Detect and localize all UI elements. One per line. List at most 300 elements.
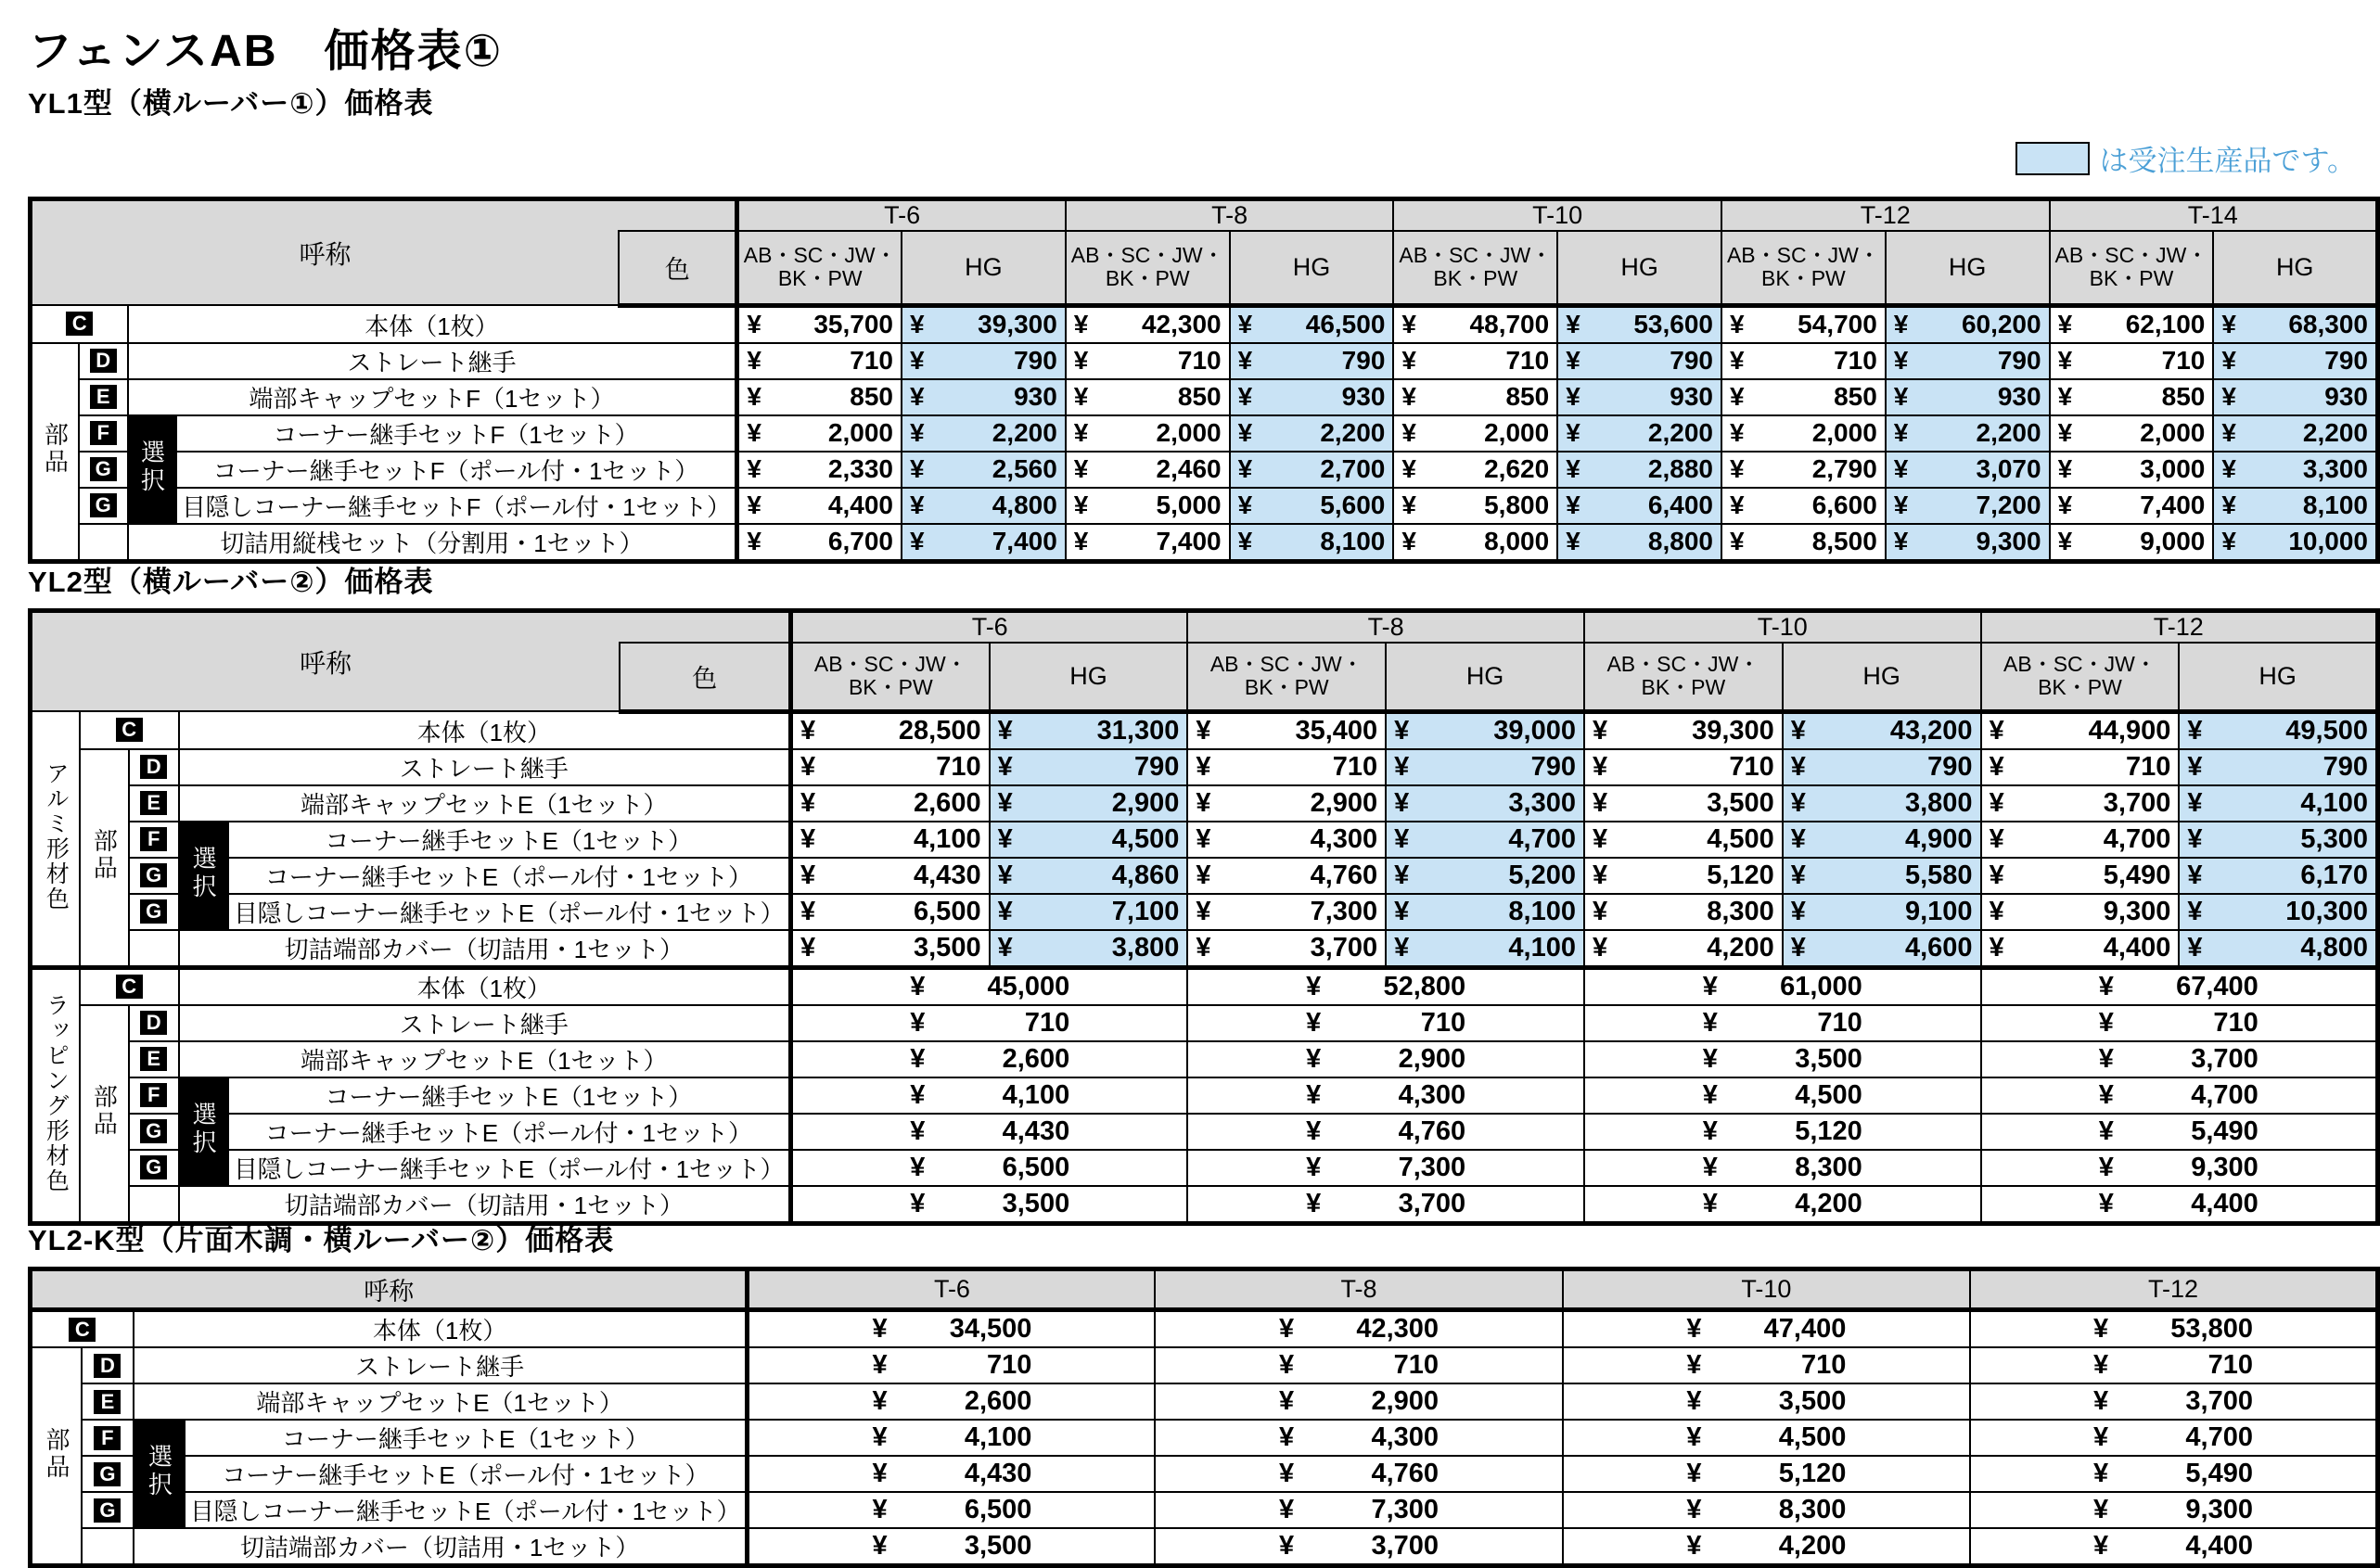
price-value: 3,700 bbox=[2191, 1043, 2258, 1074]
vertical-text: アルミ形材色 bbox=[43, 760, 70, 911]
price bbox=[902, 527, 1065, 556]
table-row bbox=[31, 305, 2378, 343]
yen-sign: ¥ bbox=[1893, 527, 1909, 555]
yen-sign: ¥ bbox=[910, 527, 925, 555]
yen-sign: ¥ bbox=[910, 1115, 926, 1146]
size-column-header: T-6 bbox=[791, 611, 1188, 644]
price-cell bbox=[1563, 1492, 1970, 1528]
price-value: 4,430 bbox=[914, 860, 981, 890]
yen-sign: ¥ bbox=[1989, 932, 2004, 962]
price-value: 710 bbox=[1505, 346, 1550, 375]
price-cell bbox=[990, 822, 1188, 858]
price-cell bbox=[2050, 452, 2214, 488]
price-cell bbox=[1393, 379, 1557, 415]
price-cell bbox=[2179, 858, 2377, 894]
price bbox=[1722, 454, 1885, 484]
row-name-text: 本体（1枚） bbox=[365, 312, 499, 340]
yen-sign: ¥ bbox=[1073, 527, 1089, 555]
yen-sign: ¥ bbox=[1401, 527, 1416, 555]
price bbox=[1982, 788, 2179, 819]
price-group bbox=[2093, 1422, 2253, 1453]
yen-sign: ¥ bbox=[2187, 715, 2203, 746]
price bbox=[1558, 310, 1721, 339]
yen-sign: ¥ bbox=[1893, 491, 1909, 519]
price bbox=[1067, 527, 1229, 556]
color-codes-line1: AB・SC・JW・ bbox=[1606, 651, 1760, 676]
price-value: 2,000 bbox=[1484, 418, 1550, 447]
name-column-header-filler bbox=[619, 199, 737, 232]
yen-sign: ¥ bbox=[1702, 1007, 1718, 1038]
price bbox=[1394, 418, 1556, 448]
hg-column-header: HG bbox=[1557, 231, 1721, 305]
part-badge: D bbox=[140, 1011, 167, 1035]
price-value: 5,800 bbox=[1484, 491, 1550, 519]
price bbox=[1156, 1422, 1561, 1453]
row-name-text: 切詰端部カバー（切詰用・1セット） bbox=[239, 1534, 640, 1562]
price bbox=[991, 860, 1187, 891]
price bbox=[1971, 1422, 2375, 1453]
price-cell bbox=[1066, 452, 1230, 488]
price-value: 790 bbox=[1997, 346, 2041, 375]
part-badge: C bbox=[116, 975, 143, 999]
row-name bbox=[228, 1150, 791, 1186]
part-badge: F bbox=[140, 1083, 167, 1107]
yen-sign: ¥ bbox=[1566, 527, 1580, 555]
price-value: 5,490 bbox=[2103, 860, 2171, 890]
part-badge-cell bbox=[79, 452, 128, 488]
table-row bbox=[31, 1528, 2378, 1566]
price-cell bbox=[1721, 452, 1886, 488]
price bbox=[1188, 1044, 1583, 1075]
price bbox=[1982, 1116, 2375, 1147]
part-badge-cell bbox=[82, 1456, 134, 1492]
price-value: 710 bbox=[1420, 1007, 1466, 1038]
price bbox=[1784, 716, 1980, 746]
yen-sign: ¥ bbox=[2093, 1459, 2109, 1488]
row-name bbox=[134, 1528, 748, 1566]
price-group bbox=[2093, 1495, 2253, 1525]
price-group bbox=[1686, 1495, 1846, 1525]
price-cell bbox=[1584, 749, 1783, 785]
yen-sign: ¥ bbox=[1073, 382, 1089, 411]
table-row bbox=[31, 452, 2378, 488]
price-group bbox=[872, 1495, 1031, 1525]
row-name-text: ストレート継手 bbox=[355, 1353, 525, 1381]
yen-sign: ¥ bbox=[2057, 310, 2073, 338]
price-value: 7,300 bbox=[1398, 1152, 1466, 1182]
price-value: 6,400 bbox=[1647, 491, 1713, 519]
yen-sign: ¥ bbox=[1401, 454, 1416, 483]
price-cell bbox=[1386, 711, 1584, 749]
color-codes-line2: BK・PW bbox=[1761, 266, 1846, 291]
yen-sign: ¥ bbox=[1592, 751, 1608, 782]
yen-sign: ¥ bbox=[2093, 1495, 2109, 1524]
select-label bbox=[128, 415, 176, 524]
price bbox=[2180, 716, 2375, 746]
price bbox=[1982, 716, 2179, 746]
price-value: 3,500 bbox=[1795, 1043, 1862, 1074]
price-cell bbox=[1230, 452, 1394, 488]
price-value: 8,100 bbox=[1508, 896, 1576, 926]
row-name-text: コーナー継手セットE（1セット） bbox=[325, 826, 693, 855]
yen-sign: ¥ bbox=[1394, 787, 1410, 818]
row-name bbox=[128, 524, 737, 562]
yen-sign: ¥ bbox=[1237, 491, 1253, 519]
table-row bbox=[31, 1150, 2378, 1186]
table-row bbox=[31, 858, 2378, 894]
yen-sign: ¥ bbox=[1279, 1531, 1295, 1561]
price-value: 4,400 bbox=[2185, 1531, 2253, 1561]
yen-sign: ¥ bbox=[1401, 310, 1416, 338]
price-value: 4,400 bbox=[827, 491, 893, 519]
price-value: 2,600 bbox=[1002, 1043, 1070, 1074]
price-cell bbox=[1066, 488, 1230, 524]
price-value: 4,100 bbox=[964, 1422, 1032, 1452]
row-name bbox=[179, 1041, 791, 1077]
price bbox=[749, 1314, 1154, 1345]
price-value: 2,600 bbox=[964, 1386, 1032, 1416]
price bbox=[1585, 897, 1782, 927]
row-name bbox=[179, 749, 791, 785]
price-value: 2,200 bbox=[1976, 418, 2041, 447]
price-cell bbox=[1187, 749, 1386, 785]
vertical-text: 部品 bbox=[41, 422, 70, 476]
price-value: 2,330 bbox=[827, 454, 893, 483]
price bbox=[1564, 1422, 1969, 1453]
part-badge-cell bbox=[80, 967, 179, 1005]
part-badge-cell bbox=[129, 822, 179, 858]
price bbox=[1887, 454, 2049, 484]
price-cell bbox=[1155, 1347, 1562, 1383]
price-cell bbox=[1886, 305, 2050, 343]
price-value: 9,000 bbox=[2140, 527, 2206, 555]
price-value: 790 bbox=[2322, 751, 2368, 782]
yen-sign: ¥ bbox=[1702, 1043, 1718, 1074]
price-cell bbox=[1981, 894, 2180, 930]
yl2k-price-table bbox=[28, 1267, 2380, 1568]
price-cell bbox=[1584, 822, 1783, 858]
price-cell bbox=[1584, 1041, 1981, 1077]
price-cell bbox=[748, 1347, 1155, 1383]
price-value: 4,300 bbox=[1371, 1422, 1440, 1452]
price bbox=[1722, 418, 1885, 448]
price bbox=[1387, 897, 1583, 927]
price-value: 67,400 bbox=[2176, 971, 2258, 1001]
price bbox=[1231, 346, 1393, 376]
yen-sign: ¥ bbox=[1237, 527, 1253, 555]
select-label bbox=[134, 1420, 185, 1528]
price bbox=[1387, 824, 1583, 855]
table-row bbox=[31, 1383, 2378, 1420]
yen-sign: ¥ bbox=[1989, 896, 2004, 926]
price-cell bbox=[1066, 379, 1230, 415]
price-value: 4,400 bbox=[2191, 1188, 2258, 1218]
price-value: 4,800 bbox=[2300, 932, 2368, 962]
yen-sign: ¥ bbox=[1790, 896, 1806, 926]
price bbox=[902, 382, 1065, 412]
price-cell bbox=[2213, 452, 2377, 488]
row-name-text: コーナー継手セットE（1セット） bbox=[325, 1082, 693, 1111]
price-cell bbox=[1230, 488, 1394, 524]
part-badge: G bbox=[140, 899, 167, 924]
price-value: 61,000 bbox=[1780, 971, 1862, 1001]
price-value: 7,300 bbox=[1371, 1495, 1440, 1524]
price-value: 2,200 bbox=[1320, 418, 1386, 447]
price-value: 5,200 bbox=[1508, 860, 1576, 890]
price-cell bbox=[1563, 1347, 1970, 1383]
row-name bbox=[228, 894, 791, 930]
part-badge-cell bbox=[79, 343, 128, 379]
price bbox=[1394, 310, 1556, 339]
price-cell bbox=[1783, 711, 1981, 749]
row-name-text: 切詰用縦桟セット（分割用・1セット） bbox=[220, 529, 644, 557]
price bbox=[1784, 933, 1980, 963]
part-badge: E bbox=[90, 385, 117, 409]
yen-sign: ¥ bbox=[2093, 1386, 2109, 1416]
price bbox=[739, 382, 901, 412]
color-codes-line2: BK・PW bbox=[848, 675, 933, 700]
yen-sign: ¥ bbox=[1401, 491, 1416, 519]
yen-sign: ¥ bbox=[1237, 346, 1253, 375]
yen-sign: ¥ bbox=[2093, 1314, 2109, 1344]
yen-sign: ¥ bbox=[910, 418, 925, 447]
price-cell bbox=[1187, 785, 1386, 822]
table-row bbox=[31, 1492, 2378, 1528]
row-name bbox=[228, 1114, 791, 1150]
price-value: 4,500 bbox=[1111, 823, 1180, 854]
price-value: 68,300 bbox=[2288, 310, 2368, 338]
price bbox=[1585, 860, 1782, 891]
hg-column-header: HG bbox=[902, 231, 1066, 305]
price bbox=[1558, 491, 1721, 520]
parts-label bbox=[80, 749, 129, 968]
price-value: 4,500 bbox=[1707, 823, 1774, 854]
price bbox=[1188, 824, 1385, 855]
price-cell bbox=[2179, 711, 2377, 749]
yen-sign: ¥ bbox=[1989, 751, 2004, 782]
price bbox=[2214, 418, 2375, 448]
price-value: 5,120 bbox=[1795, 1115, 1862, 1146]
price-group bbox=[872, 1531, 1031, 1562]
price-value: 60,200 bbox=[1961, 310, 2041, 338]
color-codes-line2: BK・PW bbox=[1105, 266, 1190, 291]
price bbox=[1722, 346, 1885, 376]
size-column-header: T-8 bbox=[1066, 199, 1394, 232]
row-name bbox=[228, 858, 791, 894]
price-value: 8,500 bbox=[1811, 527, 1877, 555]
price-value: 4,700 bbox=[2191, 1079, 2258, 1110]
price-cell bbox=[1557, 488, 1721, 524]
price-cell bbox=[990, 711, 1188, 749]
price-value: 3,800 bbox=[1904, 787, 1973, 818]
price-cell bbox=[2213, 379, 2377, 415]
yen-sign: ¥ bbox=[1306, 1079, 1322, 1110]
price-cell bbox=[791, 894, 990, 930]
price-value: 4,300 bbox=[1310, 823, 1378, 854]
yen-sign: ¥ bbox=[2221, 310, 2236, 338]
yen-sign: ¥ bbox=[910, 382, 925, 411]
yen-sign: ¥ bbox=[800, 896, 816, 926]
price-cell bbox=[1230, 415, 1394, 452]
price-value: 44,900 bbox=[2088, 715, 2171, 746]
price-cell bbox=[2050, 305, 2214, 343]
select-label bbox=[179, 1077, 228, 1186]
price-cell bbox=[2179, 749, 2377, 785]
price-value: 4,100 bbox=[2300, 787, 2368, 818]
yen-sign: ¥ bbox=[872, 1386, 888, 1416]
price bbox=[1564, 1495, 1969, 1525]
price bbox=[1067, 310, 1229, 339]
price-value: 46,500 bbox=[1305, 310, 1386, 338]
yen-sign: ¥ bbox=[2221, 418, 2236, 447]
price-group bbox=[1279, 1314, 1439, 1345]
part-badge-cell bbox=[82, 1347, 134, 1383]
yen-sign: ¥ bbox=[800, 823, 816, 854]
part-badge: E bbox=[94, 1390, 121, 1414]
color-codes-header bbox=[1393, 231, 1557, 305]
price bbox=[1394, 527, 1556, 556]
table-row bbox=[31, 1420, 2378, 1456]
price-value: 2,000 bbox=[2140, 418, 2206, 447]
price-group bbox=[2099, 1116, 2258, 1147]
price bbox=[2051, 491, 2213, 520]
price bbox=[1887, 310, 2049, 339]
price-value: 4,500 bbox=[1795, 1079, 1862, 1110]
yen-sign: ¥ bbox=[872, 1459, 888, 1488]
row-name-text: 端部キャップセットE（1セット） bbox=[301, 790, 668, 819]
price-value: 48,700 bbox=[1469, 310, 1550, 338]
row-name-text: 切詰端部カバー（切詰用・1セット） bbox=[284, 1191, 685, 1219]
color-codes-header bbox=[1981, 643, 2180, 711]
price-value: 4,600 bbox=[1904, 932, 1973, 962]
yen-sign: ¥ bbox=[1893, 454, 1909, 483]
row-name bbox=[176, 488, 737, 524]
yen-sign: ¥ bbox=[1729, 491, 1745, 519]
color-codes-line1: AB・SC・JW・ bbox=[1726, 242, 1880, 267]
table-row bbox=[31, 1077, 2378, 1114]
part-badge: E bbox=[140, 1047, 167, 1071]
price-value: 850 bbox=[1177, 382, 1222, 411]
price-value: 790 bbox=[1530, 751, 1576, 782]
yen-sign: ¥ bbox=[2098, 1007, 2114, 1038]
price-group bbox=[910, 1008, 1069, 1039]
price-value: 43,200 bbox=[1889, 715, 1973, 746]
yen-sign: ¥ bbox=[1306, 1115, 1322, 1146]
price-group bbox=[1686, 1531, 1846, 1562]
price-cell bbox=[1230, 524, 1394, 562]
price bbox=[1887, 527, 2049, 556]
price-cell bbox=[2179, 894, 2377, 930]
price-cell bbox=[1981, 1186, 2378, 1224]
price-cell bbox=[1783, 894, 1981, 930]
price-value: 3,300 bbox=[1508, 787, 1576, 818]
yen-sign: ¥ bbox=[1592, 823, 1608, 854]
price-value: 710 bbox=[2125, 751, 2171, 782]
price-value: 2,200 bbox=[992, 418, 1057, 447]
row-name-text: 端部キャップセットE（1セット） bbox=[301, 1046, 668, 1075]
yen-sign: ¥ bbox=[1790, 715, 1806, 746]
row-name bbox=[134, 1347, 748, 1383]
price-value: 53,600 bbox=[1633, 310, 1713, 338]
section-title-yl2k: YL2-K型（片面木調・横ルーバー②）価格表 bbox=[28, 1224, 615, 1256]
price-value: 3,000 bbox=[2140, 454, 2206, 483]
color-codes-header bbox=[1721, 231, 1886, 305]
yen-sign: ¥ bbox=[997, 823, 1013, 854]
yen-sign: ¥ bbox=[1790, 787, 1806, 818]
price-cell bbox=[1981, 930, 2180, 968]
price-cell bbox=[748, 1310, 1155, 1348]
price-cell bbox=[990, 749, 1188, 785]
parts-label bbox=[80, 1005, 129, 1224]
table-header bbox=[31, 1269, 2378, 1310]
price bbox=[2051, 382, 2213, 412]
yen-sign: ¥ bbox=[1196, 860, 1211, 890]
price-cell bbox=[1393, 415, 1557, 452]
price bbox=[1982, 860, 2179, 891]
price bbox=[1156, 1386, 1561, 1417]
price-cell bbox=[990, 785, 1188, 822]
price bbox=[1971, 1350, 2375, 1381]
price-value: 7,200 bbox=[1976, 491, 2041, 519]
price bbox=[902, 346, 1065, 376]
price-group bbox=[2099, 1008, 2258, 1039]
price-value: 4,200 bbox=[1778, 1531, 1847, 1561]
vertical-text: 選択 bbox=[189, 1101, 218, 1157]
price-cell bbox=[902, 524, 1066, 562]
price bbox=[1188, 788, 1385, 819]
price-cell bbox=[1187, 822, 1386, 858]
size-column-header: T-10 bbox=[1393, 199, 1721, 232]
size-column-header: T-8 bbox=[1187, 611, 1584, 644]
price bbox=[1971, 1495, 2375, 1525]
price-value: 8,000 bbox=[1484, 527, 1550, 555]
price bbox=[1887, 491, 2049, 520]
price-cell bbox=[1393, 452, 1557, 488]
price-cell bbox=[1563, 1528, 1970, 1566]
yen-sign: ¥ bbox=[1401, 418, 1416, 447]
table-row bbox=[31, 1310, 2378, 1348]
price-cell bbox=[791, 785, 990, 822]
price-value: 3,700 bbox=[2185, 1386, 2253, 1416]
price-cell bbox=[1981, 822, 2180, 858]
price bbox=[1231, 418, 1393, 448]
row-name bbox=[134, 1383, 748, 1420]
yen-sign: ¥ bbox=[910, 310, 925, 338]
price bbox=[1067, 491, 1229, 520]
yen-sign: ¥ bbox=[997, 896, 1013, 926]
price-cell bbox=[990, 858, 1188, 894]
yen-sign: ¥ bbox=[1893, 346, 1909, 375]
size-column-header: T-12 bbox=[1970, 1269, 2378, 1310]
price bbox=[793, 1189, 1186, 1219]
price-value: 4,400 bbox=[2103, 932, 2171, 962]
price bbox=[793, 1153, 1186, 1183]
color-codes-header bbox=[1187, 643, 1386, 711]
price bbox=[1564, 1531, 1969, 1562]
price-group bbox=[910, 1189, 1069, 1219]
price bbox=[1067, 382, 1229, 412]
price-value: 3,500 bbox=[1707, 787, 1774, 818]
table-body bbox=[31, 1310, 2378, 1566]
price-cell bbox=[1557, 524, 1721, 562]
price-group bbox=[1703, 1116, 1862, 1147]
price bbox=[1585, 933, 1782, 963]
row-name bbox=[176, 415, 737, 452]
part-badge-cell bbox=[79, 488, 128, 524]
price-cell bbox=[1155, 1492, 1562, 1528]
price-cell bbox=[791, 1041, 1188, 1077]
price bbox=[793, 972, 1186, 1002]
